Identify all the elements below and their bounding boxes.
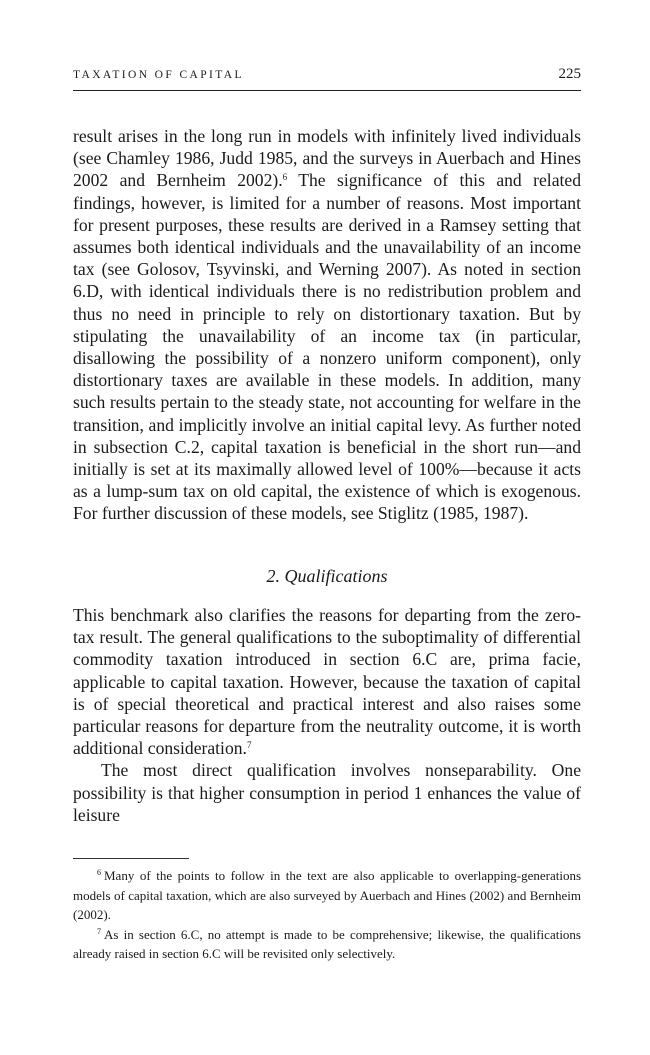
paragraph: The most direct qualification involves nonseparability. One possibility is that higher consumption in period 1 enhances the value of leisure [73, 760, 581, 825]
paragraph-text: The significance of this and related findings, however, is limited for a number of reasons. Most important for present purposes, these results are derived in a Ramsey setting that assumes both identical individuals and the unavailability of an income tax (see Golosov, Tsyvinski, and Werning 2007). As noted in section 6.D, with identical individuals there is no redistribution problem and thus no need in principle to rely on distortionary taxation. But by stipulating the unavailability of an income tax (in particular, disallowing the possibility of a nonzero uniform component), only distortionary taxes are available in these models. In addition, many such results pertain to the steady state, not accounting for welfare in the transition, and implicitly involve an initial capital levy. As further noted in subsection C.2, capital taxation is beneficial in the short run—and initially is set at its maximally allowed level of 100%—because it acts as a lump-sum tax on old capital, the existence of which is exogenous. For further discussion of these models, see Stiglitz (1985, 1987). [73, 170, 581, 524]
footnotes [73, 866, 581, 964]
section-heading: 2. Qualifications [266, 566, 388, 586]
paragraph [73, 604, 581, 759]
running-head [73, 66, 581, 91]
footnote-reference: 7 [246, 740, 252, 751]
body-text-top [73, 125, 581, 525]
footnote [73, 866, 581, 925]
paragraph-text: This benchmark also clarifies the reasons for departing from the zero-tax result. The general qualifications to the suboptimality of differential commodity taxation introduced in section 6.C are, prima facie, applicable to capital taxation. However, because the taxation of capital is of special theoretical and practical interest and also raises some particular reasons for departure from the neutrality outcome, it is worth additional consideration. [73, 605, 581, 759]
running-title: TAXATION OF CAPITAL [73, 69, 244, 81]
footnote-reference: 6 [282, 172, 288, 183]
footnote-mark: 7 [97, 926, 101, 936]
footnote-text: Many of the points to follow in the text are also applicable to overlapping-generations models of capital taxation, which are also surveyed by Auerbach and Hines (2002) and Bernheim (2002). [73, 868, 581, 922]
footnote-mark: 6 [97, 868, 101, 877]
body-text-bottom [73, 604, 581, 826]
footnote-text: As in section 6.C, no attempt is made to be comprehensive; likewise, the qualifications already raised in section 6.C will be revisited only selectively. [73, 926, 581, 961]
page-number: 225 [558, 66, 581, 82]
paragraph-text: result arises in the long run in models with infinitely lived individuals (see Chamley 1986, Judd 1985, and the surveys in Auerbach and Hines 2002 and Bernheim 2002). [73, 126, 581, 191]
footnote-divider [73, 858, 189, 859]
paragraph-continued [73, 125, 581, 525]
footnote [73, 925, 581, 964]
